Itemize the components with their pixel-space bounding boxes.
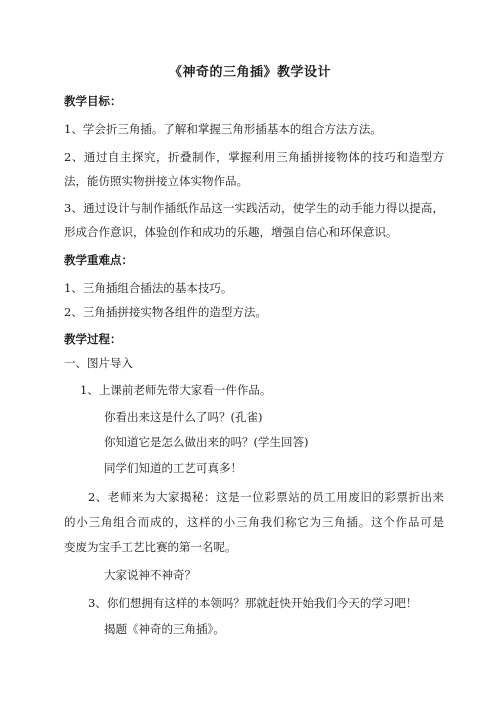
key-point-1: 1、三角插组合插法的基本技巧。 [64,281,233,295]
process-step-2-line-1: 2、老师来为大家揭秘：这是一位彩票站的员工用废旧的彩票折出来 [88,490,444,504]
process-step-3: 3、你们想拥有这样的本领吗？那就赶快开始我们今天的学习吧！ [88,596,418,610]
process-step-2-line-3: 变废为宝手工艺比赛的第一名呢。 [64,540,237,554]
objective-1: 1、学会折三角插。了解和掌握三角形插基本的组合方法方法。 [64,122,382,136]
process-remark-1: 同学们知道的工艺可真多！ [104,461,242,475]
process-step-2-line-2: 的小三角组合而成的，这样的小三角我们称它为三角插。这个作品可是 [64,515,444,529]
process-question-1: 你看出来这是什么了吗？(孔雀) [104,410,263,424]
objective-3-line-1: 3、通过设计与制作插纸作品这一实践活动，使学生的动手能力得以提高， [64,201,444,215]
process-step-1: 1、上课前老师先带大家看一件作品。 [80,383,272,397]
section-heading-objectives: 教学目标： [64,94,122,108]
process-part-1-heading: 一、图片导入 [64,356,133,370]
objective-3-line-2: 形成合作意识，体验创作和成功的乐趣，增强自信心和环保意识。 [64,225,398,239]
objective-2-line-1: 2、通过自主探究，折叠制作，掌握利用三角插拼接物体的技巧和造型方 [64,150,444,164]
process-remark-2: 大家说神不神奇？ [104,568,196,582]
document-title: 《神奇的三角插》教学设计 [168,65,331,80]
objective-2-line-2: 法，能仿照实物拼接立体实物作品。 [64,174,248,188]
section-heading-process: 教学过程： [64,332,122,346]
process-topic-reveal: 揭题《神奇的三角插》。 [104,622,225,636]
section-heading-key-points: 教学重难点： [64,253,133,267]
process-question-2: 你知道它是怎么做出来的吗？(学生回答) [104,435,309,449]
key-point-2: 2、三角插拼接实物各组件的造型方法。 [64,305,267,319]
